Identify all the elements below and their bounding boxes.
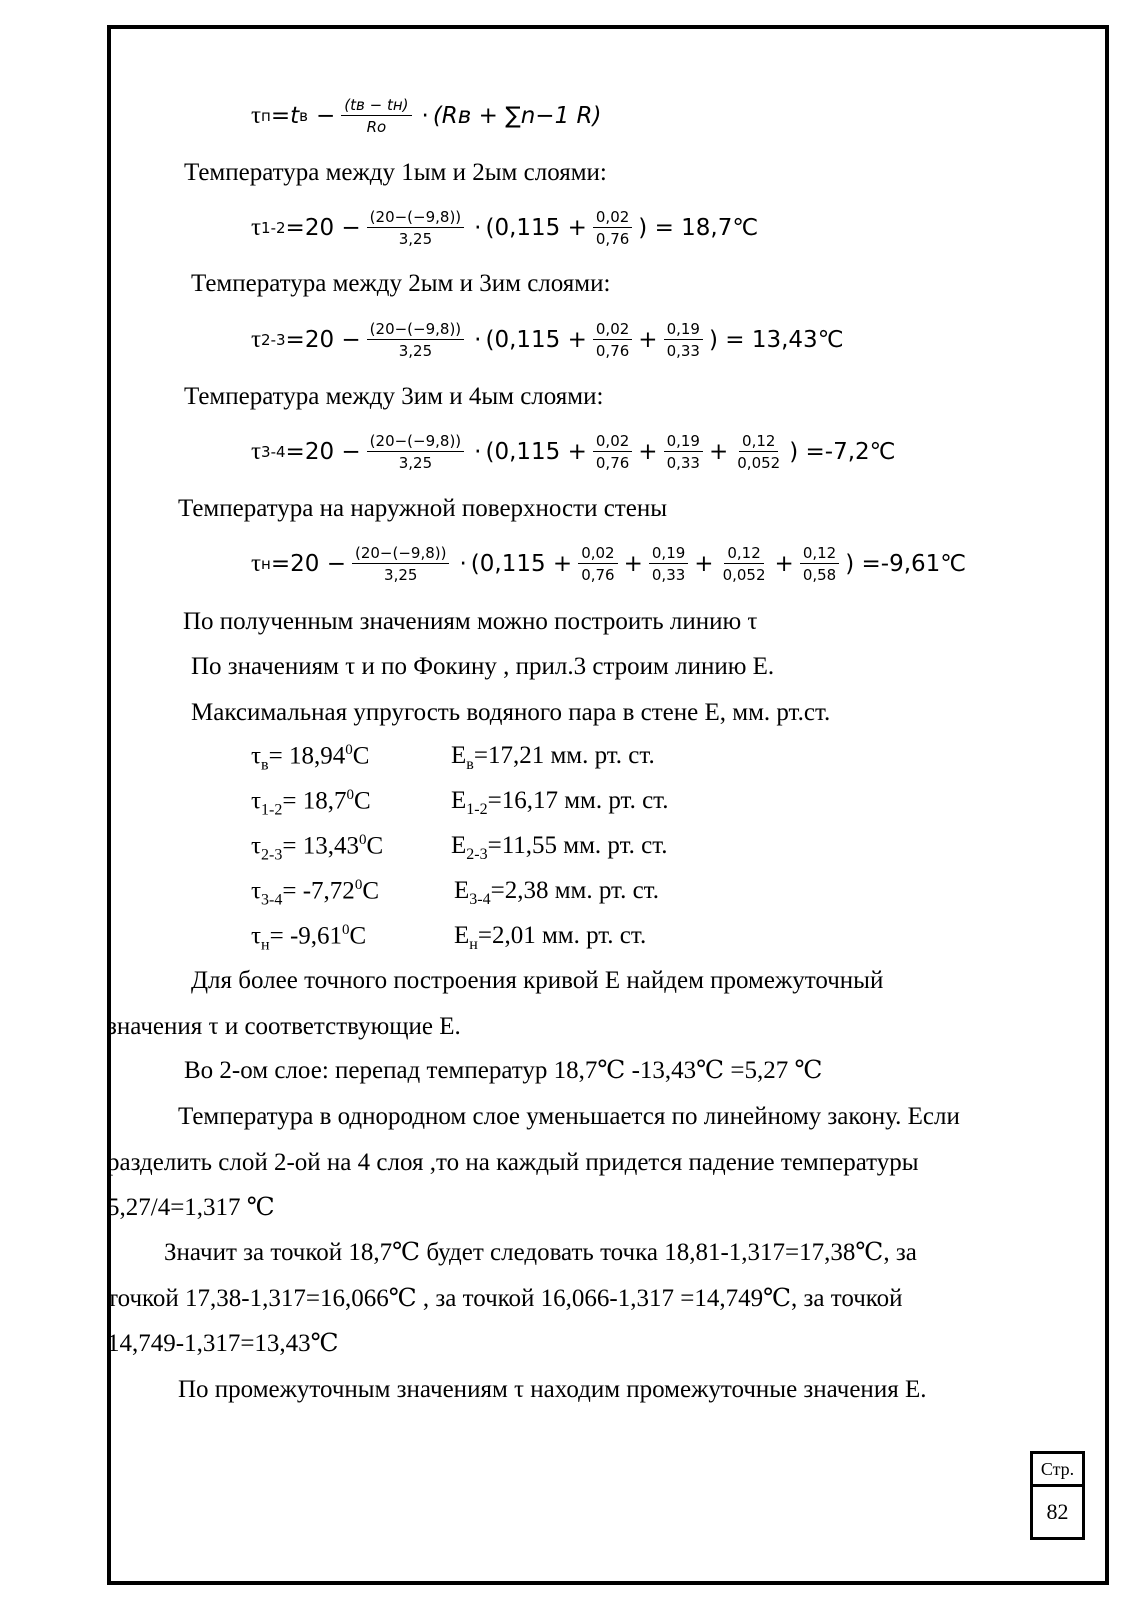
- page-stamp-label: Стр.: [1030, 1451, 1085, 1487]
- formula-outer: τ н =20 − $\frac{(20-(-9,8))}{3,25}$ · (0,115 + $\frac{0,02}{0,76}$ + $\frac{0,19}{0,33}$ + $\frac{0,12}{0,052}$ + $\frac{0,12}{0,58}$ ) =-9,61℃: [251, 544, 967, 584]
- label-3-4: Температура между 3им и 4ым слоями:: [184, 383, 604, 410]
- paragraph-8: По промежуточным значениям τ находим промежуточные значения Е.: [178, 1376, 927, 1403]
- paragraph-1: По полученным значениям можно построить линию τ: [183, 608, 758, 635]
- formula-general: τ п = t в − $\frac{(tв - tн)}{Ro}$ · (Rв + ∑n−1 R): [251, 96, 602, 136]
- paragraph-6a: Температура в однородном слое уменьшается по линейному закону. Если: [178, 1103, 960, 1130]
- paragraph-3: Максимальная упругость водяного пара в стене Е, мм. рт.ст.: [191, 699, 831, 726]
- label-2-3: Температура между 2ым и 3им слоями:: [191, 270, 611, 297]
- paragraph-7c: 14,749-1,317=13,43℃: [107, 1330, 339, 1357]
- paragraph-5: Во 2-ом слое: перепад температур 18,7℃ -13,43℃ =5,27 ℃: [184, 1057, 823, 1084]
- formula-1-2: τ 1-2 =20 − $\frac{(20-(-9,8))}{3,25}$ · (0,115 + $\frac{0,02}{0,76}$ ) = 18,7℃: [251, 208, 759, 248]
- formula-3-4: τ 3-4 =20 − $\frac{(20-(-9,8))}{3,25}$ · (0,115 + $\frac{0,02}{0,76}$ + $\frac{0,19}{0,33}$ + $\frac{0,12}{0,052}$ ) =-7,2℃: [251, 432, 896, 472]
- formula-2-3: τ 2-3 =20 − $\frac{(20-(-9,8))}{3,25}$ · (0,115 + $\frac{0,02}{0,76}$ + $\frac{0,19}{0,33}$ ) = 13,43℃: [251, 320, 844, 360]
- page-number: 82: [1030, 1484, 1085, 1540]
- paragraph-7b: точкой 17,38-1,317=16,066℃ , за точкой 16,066-1,317 =14,749℃, за точкой: [107, 1285, 903, 1312]
- paragraph-6c: 5,27/4=1,317 ℃: [107, 1194, 275, 1221]
- paragraph-6b: разделить слой 2-ой на 4 слоя ,то на каждый придется падение температуры: [107, 1149, 919, 1176]
- paragraph-7a: Значит за точкой 18,7℃ будет следовать точка 18,81-1,317=17,38℃, за: [164, 1239, 917, 1266]
- label-outer: Температура на наружной поверхности стены: [178, 495, 668, 522]
- label-1-2: Температура между 1ым и 2ым слоями:: [184, 159, 607, 186]
- paragraph-2: По значениям τ и по Фокину , прил.3 строим линию Е.: [191, 653, 775, 680]
- paragraph-4a: Для более точного построения кривой Е найдем промежуточный: [191, 967, 884, 994]
- paragraph-4b: значения τ и соответствующие Е.: [107, 1013, 461, 1040]
